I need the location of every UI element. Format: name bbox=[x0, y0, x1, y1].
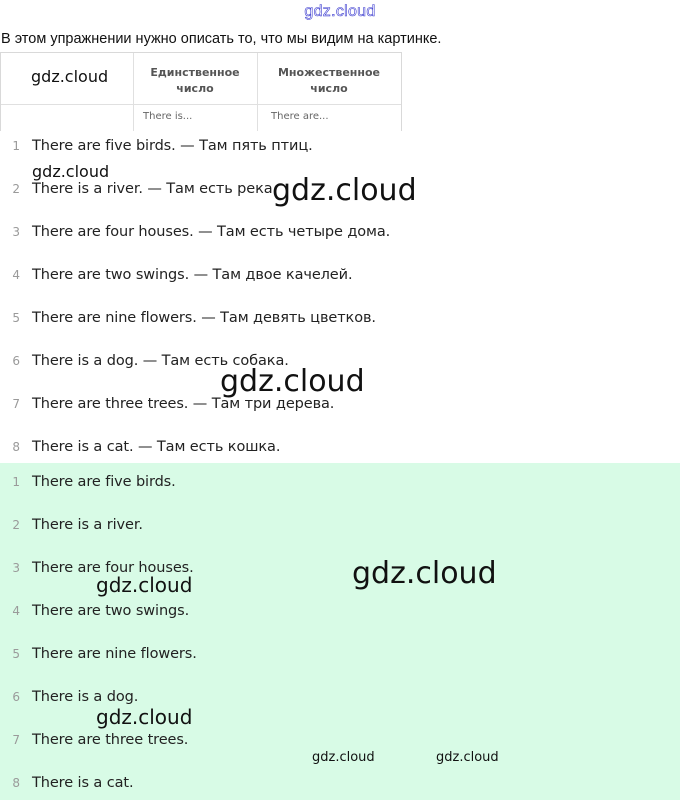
item-text: There are two swings. — Там двое качелей. bbox=[32, 267, 353, 283]
col-plural-line1: Множественное bbox=[277, 66, 381, 79]
item-number: 4 bbox=[12, 268, 20, 282]
watermark: gdz.cloud bbox=[96, 705, 193, 729]
item-text: There is a river. bbox=[32, 517, 143, 533]
item-text: There is a dog. — Там есть собака. bbox=[32, 353, 289, 369]
item-text: There are five birds. bbox=[32, 474, 176, 490]
item-number: 4 bbox=[12, 604, 20, 618]
list-item bbox=[0, 265, 352, 285]
intro-text: В этом упражнении нужно описать то, что мы видим на картинке. bbox=[1, 31, 442, 47]
list-item bbox=[0, 308, 376, 328]
plural-example: There are... bbox=[271, 111, 329, 122]
list-item bbox=[0, 472, 176, 492]
item-text: There is a cat. bbox=[32, 775, 134, 791]
list-item bbox=[0, 730, 188, 750]
item-text: There are three trees. bbox=[32, 732, 189, 748]
col-plural-header bbox=[257, 65, 401, 97]
watermark: gdz.cloud bbox=[436, 750, 499, 765]
item-text: There is a river. — Там есть река. bbox=[32, 181, 278, 197]
list-item bbox=[0, 136, 313, 156]
list-item bbox=[0, 773, 133, 793]
item-number: 7 bbox=[12, 733, 20, 747]
list-item bbox=[0, 222, 390, 242]
item-number: 8 bbox=[12, 776, 20, 790]
item-text: There are four houses. — Там есть четыре дома. bbox=[32, 224, 391, 240]
list-item bbox=[0, 601, 189, 621]
item-number: 1 bbox=[12, 139, 20, 153]
item-number: 2 bbox=[12, 182, 20, 196]
watermark: gdz.cloud bbox=[220, 364, 365, 399]
item-text: There are two swings. bbox=[32, 603, 190, 619]
item-number: 5 bbox=[12, 647, 20, 661]
item-number: 3 bbox=[12, 561, 20, 575]
item-number: 6 bbox=[12, 690, 20, 704]
item-number: 1 bbox=[12, 475, 20, 489]
list-item bbox=[0, 515, 143, 535]
watermark: gdz.cloud bbox=[96, 573, 193, 597]
item-number: 5 bbox=[12, 311, 20, 325]
item-text: There are four houses. bbox=[32, 560, 194, 576]
list-item bbox=[0, 437, 280, 457]
item-number: 7 bbox=[12, 397, 20, 411]
item-text: There are nine flowers. — Там девять цветков. bbox=[32, 310, 376, 326]
list-item bbox=[0, 644, 197, 664]
list-item bbox=[0, 179, 277, 199]
list-item bbox=[0, 687, 138, 707]
col-singular-line1: Единственное bbox=[150, 66, 240, 79]
watermark: gdz.cloud bbox=[312, 750, 375, 765]
watermark: gdz.cloud bbox=[272, 173, 417, 208]
watermark: gdz.cloud bbox=[32, 162, 110, 181]
col-singular-line2: число bbox=[176, 82, 214, 95]
site-title[interactable]: gdz.cloud bbox=[304, 3, 376, 20]
watermark: gdz.cloud bbox=[352, 556, 497, 591]
singular-example: There is... bbox=[143, 111, 193, 122]
table-row-divider bbox=[1, 104, 401, 105]
table-corner-cell bbox=[1, 53, 134, 131]
col-plural-line2: число bbox=[310, 82, 348, 95]
item-text: There are five birds. — Там пять птиц. bbox=[32, 138, 313, 154]
item-text: There is a dog. bbox=[32, 689, 139, 705]
item-number: 3 bbox=[12, 225, 20, 239]
item-text: There are three trees. — Там три дерева. bbox=[32, 396, 335, 412]
item-number: 2 bbox=[12, 518, 20, 532]
item-number: 8 bbox=[12, 440, 20, 454]
col-singular-header bbox=[133, 65, 257, 97]
table-corner-label: gdz.cloud bbox=[31, 67, 109, 86]
grammar-table bbox=[0, 52, 402, 131]
item-text: There is a cat. — Там есть кошка. bbox=[32, 439, 281, 455]
item-text: There are nine flowers. bbox=[32, 646, 197, 662]
item-number: 6 bbox=[12, 354, 20, 368]
